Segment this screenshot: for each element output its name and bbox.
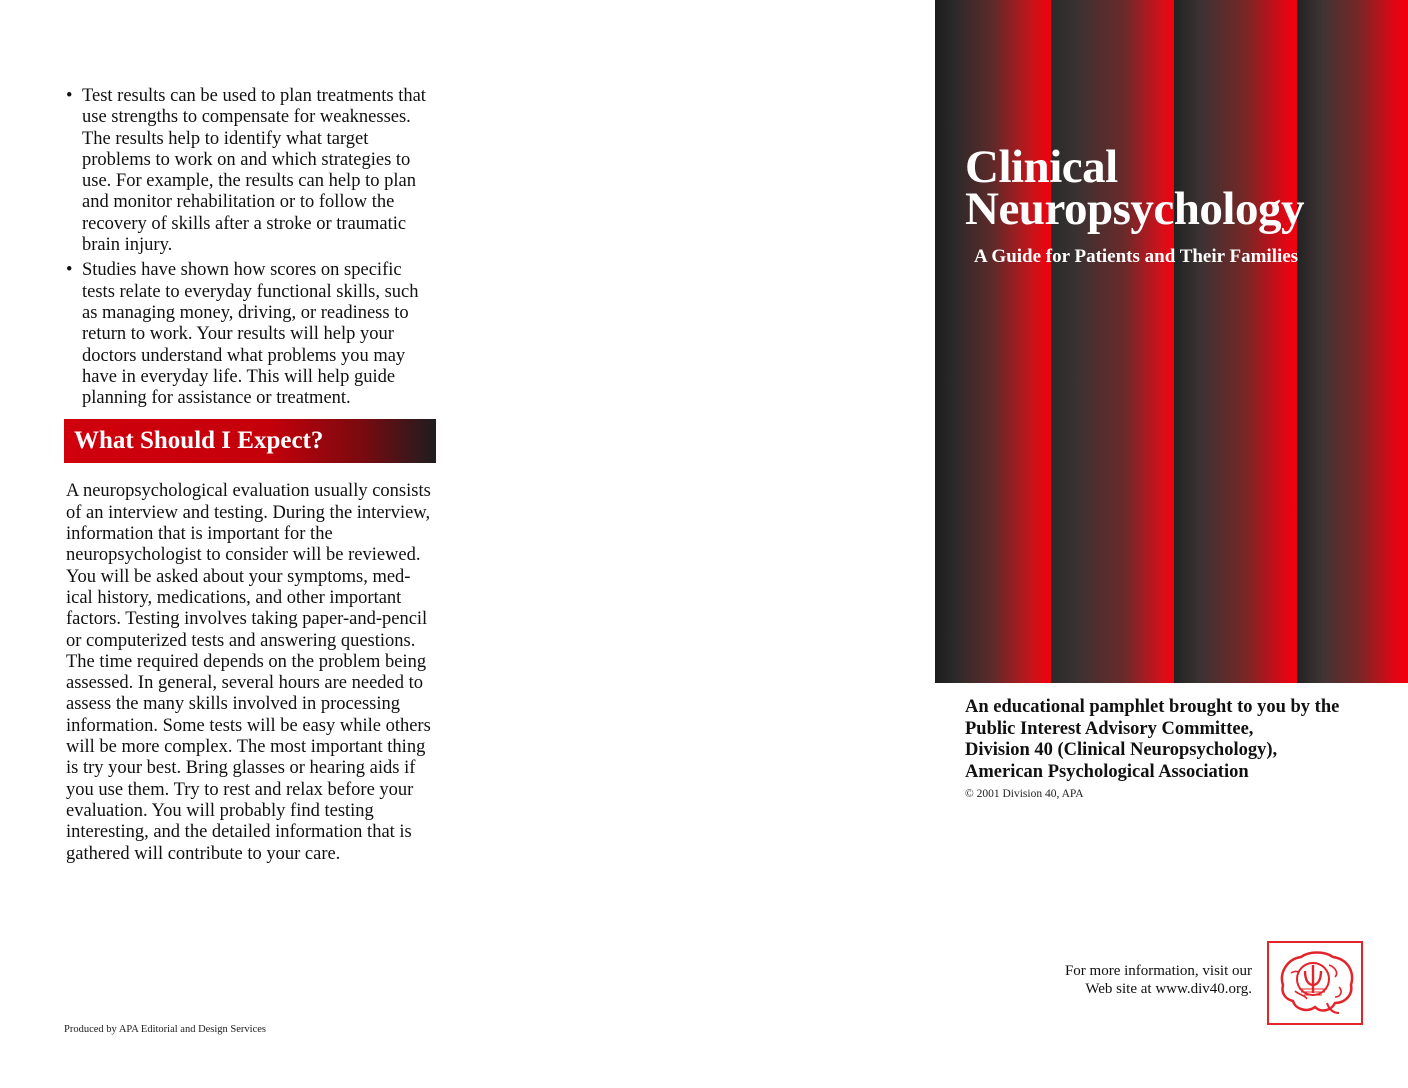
bullet-text: Test results can be used to plan treatments that use strengths to compensate for weaknesses. The results help to identify what target problems to work on and which strategies to use. For example, the results can help to plan and monitor rehabilitation or to follow the recovery of skills after a stroke or traumatic brain injury.	[82, 86, 426, 256]
section-heading: What Should I Expect?	[74, 427, 324, 455]
info-line: Division 40 (Clinical Neuropsychology),	[965, 740, 1278, 760]
bullet-list	[64, 86, 436, 409]
bullet-item	[64, 86, 436, 256]
info-line: An educational pamphlet brought to you by the	[965, 697, 1340, 717]
more-info	[1065, 962, 1252, 998]
brain-logo-svg	[1269, 943, 1361, 1023]
more-info-line: For more information, visit our	[1064, 963, 1252, 979]
pamphlet-info	[965, 697, 1385, 783]
bullet-item	[64, 260, 436, 409]
cover-subtitle: A Guide for Patients and Their Families	[974, 246, 1299, 267]
info-line: Public Interest Advisory Committee,	[965, 718, 1254, 739]
section-heading-bar	[64, 419, 436, 463]
body-paragraph: A neuropsychological evaluation usually consists of an interview and testing. During the interview, information that is important for the neuropsychologist to consider will be reviewed. You will be asked about your symptoms, med-ical history, medications, and other important factors. Testing involves taking paper-and-pencil or computerized tests and answering questions. The time required depends on the problem being assessed. In general, several hours are needed to assess the many skills involved in processing information. Some tests will be easy while others will be more complex. The most important thing is try your best. Bring glasses or hearing aids if you use them. Try to rest and relax before your evaluation. You will probably find testing interesting, and the detailed information that is gathered will contribute to your care.	[66, 481, 431, 864]
cover-title	[965, 141, 1304, 235]
cover-title-line1: Clinical	[965, 141, 1118, 193]
cover-title-line2: Neuropsychology	[965, 183, 1304, 235]
produced-by-credit: Produced by APA Editorial and Design Services	[64, 1024, 267, 1035]
info-line: American Psychological Association	[965, 761, 1249, 782]
website-link[interactable]: Web site at www.div40.org.	[1085, 981, 1252, 997]
bullet-icon: •	[66, 86, 73, 106]
bullet-text: Studies have shown how scores on specific tests relate to everyday functional skills, such as managing money, driving, or readiness to return to work. Your results will help your doctors understand what problems you may have in everyday life. This will help guide planning for assistance or treatment.	[82, 260, 419, 409]
division-40-brain-logo-icon	[1267, 941, 1363, 1025]
left-panel	[64, 86, 436, 865]
bullet-icon: •	[66, 260, 73, 281]
copyright: © 2001 Division 40, APA	[965, 788, 1084, 800]
cover-panel	[935, 0, 1408, 683]
